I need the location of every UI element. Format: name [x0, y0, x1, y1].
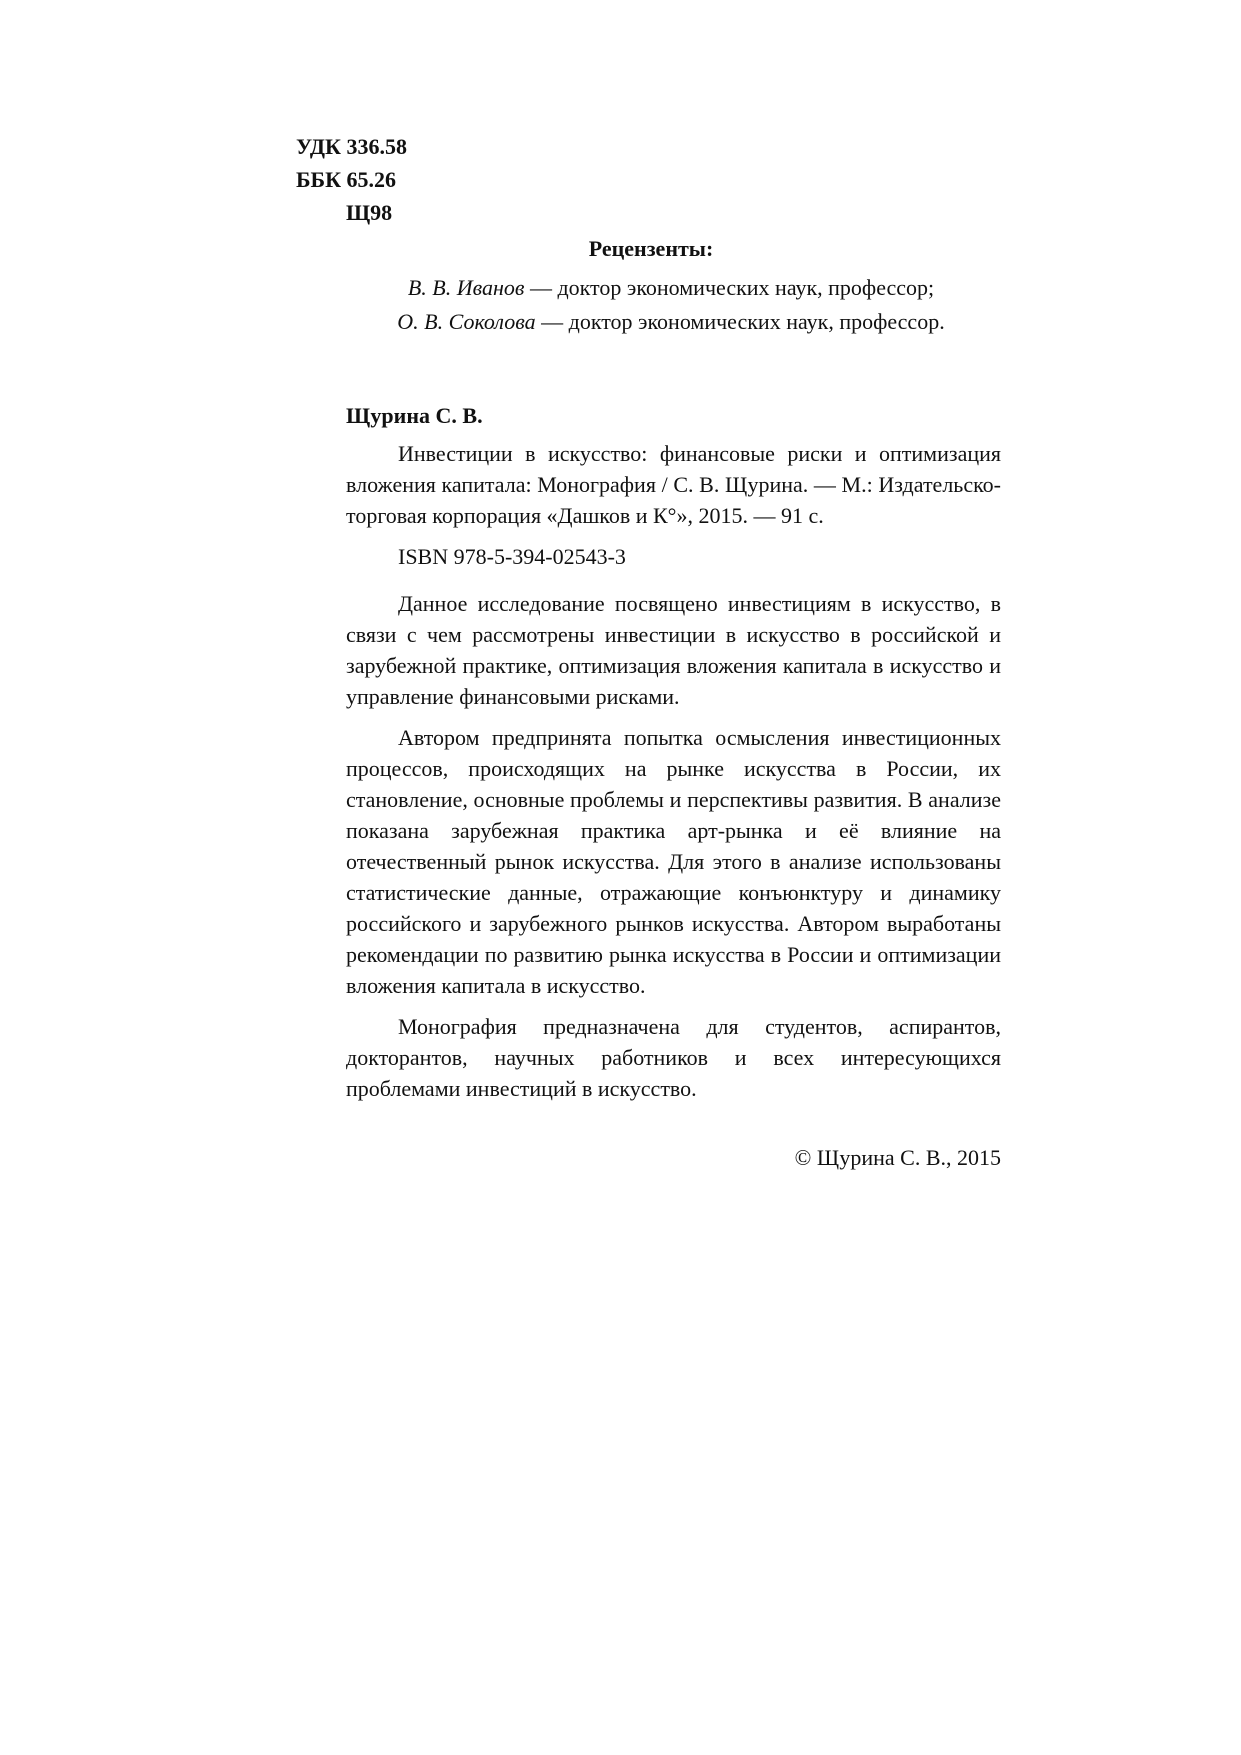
- bibliographic-entry: Инвестиции в искусство: финансовые риски и оптимизация вложения капитала: Монография / С. В. Щурина. — М.: Издательско-торговая корпорация «Дашков и К°», 2015. — 91 с.: [346, 441, 1001, 528]
- reviewer-line: [336, 305, 1006, 339]
- reviewer-description: — доктор экономических наук, профессор;: [524, 275, 935, 300]
- bbk-code: ББК 65.26: [296, 167, 397, 192]
- author-mark: Щ98: [346, 200, 393, 225]
- reviewer-line: [336, 271, 1006, 305]
- reviewer-description: — доктор экономических наук, профессор.: [535, 309, 945, 334]
- reviewer-name: В. В. Иванов: [407, 275, 525, 300]
- author-heading: Щурина С. В.: [346, 403, 483, 428]
- abstract-paragraph: Данное исследование посвящено инвестициям в искусство, в связи с чем рассмотрены инвестиции в искусство в российской и зарубежной практике, оптимизация вложения капитала в искусство и управление финансовыми рисками.: [346, 591, 1001, 709]
- bibliographic-block: [346, 400, 1001, 1114]
- abstract-paragraph: Автором предпринята попытка осмысления инвестиционных процессов, происходящих на рынке искусства в России, их становление, основные проблемы и перспективы развития. В анализе показана зарубежная практика арт-рынка и её влияние на отечественный рынок искусства. Для этого в анализе использованы статистические данные, отражающие конъюнктуру и динамику российского и зарубежного рынков искусства. Автором выработаны рекомендации по развитию рынка искусства в России и оптимизации вложения капитала в искусство.: [346, 725, 1001, 998]
- copyright-notice: © Щурина С. В., 2015: [794, 1145, 1001, 1170]
- isbn: ISBN 978-5-394-02543-3: [398, 544, 626, 569]
- classification-codes: [296, 130, 407, 229]
- reviewers-heading: Рецензенты:: [588, 236, 714, 261]
- abstract-paragraph: Монография предназначена для студентов, аспирантов, докторантов, научных работников и всех интересующихся проблемами инвестиций в искусство.: [346, 1014, 1001, 1101]
- reviewers-block: [296, 232, 1006, 339]
- reviewer-name: О. В. Соколова: [397, 309, 536, 334]
- udk-code: УДК 336.58: [296, 134, 408, 159]
